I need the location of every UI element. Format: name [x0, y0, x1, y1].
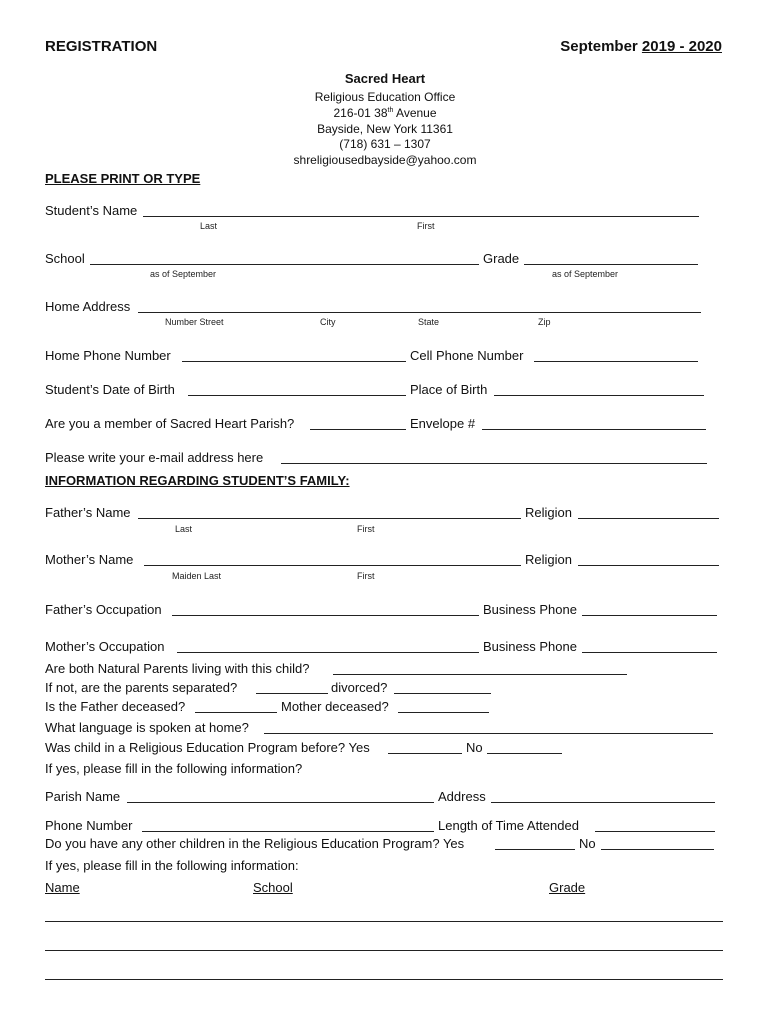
office-street-sup: th — [387, 107, 394, 114]
home-phone-label: Home Phone Number — [45, 348, 171, 363]
office-dept: Religious Education Office — [314, 90, 456, 104]
family-heading: INFORMATION REGARDING STUDENT’S FAMILY: — [45, 473, 350, 488]
student-name-field[interactable] — [143, 216, 699, 217]
language-field[interactable] — [264, 733, 713, 734]
father-business-phone-label: Business Phone — [483, 602, 577, 617]
divorced-label: divorced? — [331, 680, 388, 695]
home-address-field[interactable] — [138, 312, 701, 313]
cell-phone-label: Cell Phone Number — [410, 348, 524, 363]
father-business-phone-field[interactable] — [582, 615, 717, 616]
last-hint: Last — [200, 221, 218, 231]
if-yes-prior-label: If yes, please fill in the following information? — [45, 761, 303, 776]
father-religion-field[interactable] — [578, 518, 719, 519]
mother-religion-label: Religion — [525, 552, 572, 567]
if-yes-children-label: If yes, please fill in the following information: — [45, 858, 299, 873]
zip-hint: Zip — [538, 317, 551, 327]
prior-program-no-label: No — [466, 740, 483, 755]
envelope-field[interactable] — [482, 429, 706, 430]
school-year-prefix: September — [560, 38, 642, 55]
separated-label: If not, are the parents separated? — [45, 680, 238, 695]
school-label: School — [45, 251, 85, 266]
parish-phone-label: Phone Number — [45, 818, 133, 833]
student-name-label: Student’s Name — [45, 203, 138, 218]
child-row-2[interactable] — [45, 950, 723, 951]
print-instruction: PLEASE PRINT OR TYPE — [45, 171, 201, 186]
grade-label: Grade — [483, 251, 520, 266]
office-street-num: 216-01 38 — [333, 106, 388, 120]
mother-maiden-hint: Maiden Last — [172, 571, 222, 581]
form-title: REGISTRATION — [45, 38, 158, 55]
mother-name-label: Mother’s Name — [45, 552, 134, 567]
cell-phone-field[interactable] — [534, 361, 698, 362]
email-field[interactable] — [281, 463, 707, 464]
child-row-1[interactable] — [45, 921, 723, 922]
father-name-label: Father’s Name — [45, 505, 131, 520]
parish-phone-field[interactable] — [142, 831, 434, 832]
divorced-field[interactable] — [394, 693, 491, 694]
mother-business-phone-label: Business Phone — [483, 639, 577, 654]
dob-field[interactable] — [188, 395, 406, 396]
col-school-header: School — [253, 880, 293, 895]
school-year — [560, 38, 722, 55]
dob-label: Student’s Date of Birth — [45, 382, 175, 397]
parish-member-label: Are you a member of Sacred Heart Parish? — [45, 416, 295, 431]
length-attended-label: Length of Time Attended — [438, 818, 579, 833]
office-street-rest: Avenue — [393, 106, 437, 120]
office-phone: (718) 631 – 1307 — [339, 137, 431, 151]
grade-as-of-hint: as of September — [552, 269, 619, 279]
father-first-hint: First — [357, 524, 375, 534]
parish-address-field[interactable] — [491, 802, 715, 803]
school-as-of-hint: as of September — [150, 269, 217, 279]
father-occupation-field[interactable] — [172, 615, 479, 616]
pob-label: Place of Birth — [410, 382, 488, 397]
father-religion-label: Religion — [525, 505, 572, 520]
other-children-no-label: No — [579, 836, 596, 851]
mother-business-phone-field[interactable] — [582, 652, 717, 653]
prior-program-no-field[interactable] — [487, 753, 562, 754]
mother-first-hint: First — [357, 571, 375, 581]
col-grade-header: Grade — [549, 880, 586, 895]
separated-field[interactable] — [256, 693, 328, 694]
parish-name-label: Parish Name — [45, 789, 121, 804]
father-last-hint: Last — [175, 524, 193, 534]
home-address-label: Home Address — [45, 299, 131, 314]
mother-deceased-field[interactable] — [398, 712, 489, 713]
father-deceased-field[interactable] — [195, 712, 277, 713]
parish-member-field[interactable] — [310, 429, 406, 430]
child-row-3[interactable] — [45, 979, 723, 980]
father-occupation-label: Father’s Occupation — [45, 602, 162, 617]
language-label: What language is spoken at home? — [45, 720, 249, 735]
other-children-no-field[interactable] — [601, 849, 714, 850]
parish-name-field[interactable] — [127, 802, 434, 803]
prior-program-yes-field[interactable] — [388, 753, 462, 754]
both-parents-label: Are both Natural Parents living with this child? — [45, 661, 310, 676]
office-street — [0, 106, 770, 120]
state-hint: State — [418, 317, 440, 327]
father-name-field[interactable] — [138, 518, 521, 519]
father-deceased-label: Is the Father deceased? — [45, 699, 186, 714]
office-email: shreligiousedbayside@yahoo.com — [293, 153, 477, 167]
parish-address-label: Address — [438, 789, 486, 804]
mother-religion-field[interactable] — [578, 565, 719, 566]
both-parents-field[interactable] — [333, 674, 627, 675]
length-attended-field[interactable] — [595, 831, 715, 832]
office-name: Sacred Heart — [344, 71, 426, 86]
envelope-label: Envelope # — [410, 416, 476, 431]
mother-occupation-field[interactable] — [177, 652, 479, 653]
school-year-range: 2019 - 2020 — [641, 38, 722, 55]
mother-deceased-label: Mother deceased? — [281, 699, 389, 714]
office-city: Bayside, New York 11361 — [317, 122, 453, 136]
city-hint: City — [320, 317, 336, 327]
grade-field[interactable] — [524, 264, 698, 265]
home-phone-field[interactable] — [182, 361, 406, 362]
mother-occupation-label: Mother’s Occupation — [45, 639, 165, 654]
other-children-label: Do you have any other children in the Religious Education Program? Yes — [45, 836, 465, 851]
mother-name-field[interactable] — [144, 565, 521, 566]
school-field[interactable] — [90, 264, 479, 265]
col-name-header: Name — [45, 880, 80, 895]
email-label: Please write your e-mail address here — [45, 450, 264, 465]
other-children-yes-field[interactable] — [495, 849, 575, 850]
first-hint: First — [417, 221, 435, 231]
number-street-hint: Number Street — [165, 317, 224, 327]
pob-field[interactable] — [494, 395, 704, 396]
prior-program-label: Was child in a Religious Education Program before? Yes — [45, 740, 370, 755]
